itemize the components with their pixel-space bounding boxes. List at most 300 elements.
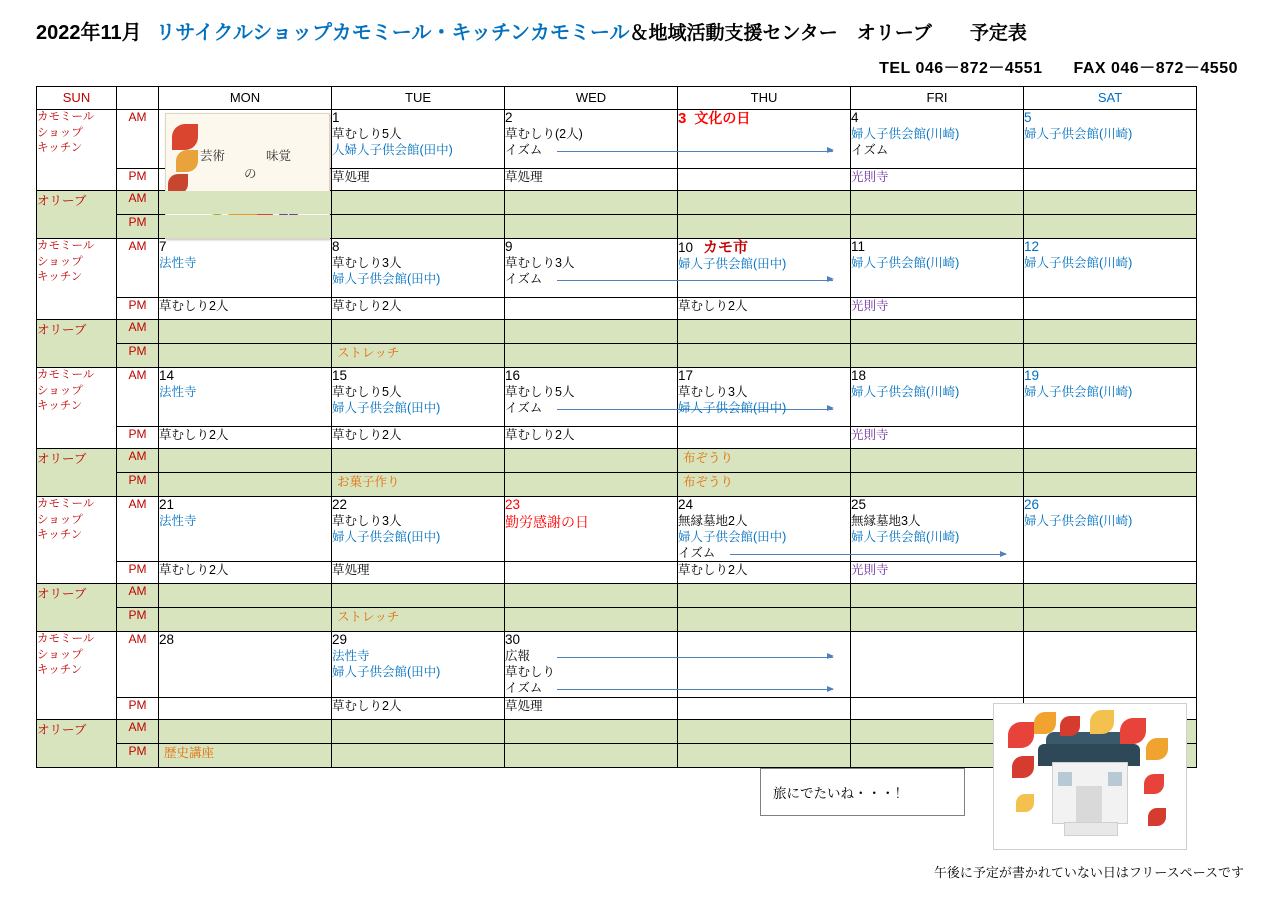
ampm-label-pm: PM <box>117 562 159 584</box>
event-text: 婦人子供会館(川崎) <box>1024 384 1133 399</box>
day-cell[interactable] <box>851 239 1024 298</box>
ampm-label-am: AM <box>117 320 159 344</box>
footer-note: 午後に予定が書かれていない日はフリースペースです <box>933 865 1244 880</box>
day-cell[interactable] <box>851 427 1024 449</box>
day-cell[interactable] <box>505 368 678 427</box>
row-label-line2: ショップ <box>37 255 83 268</box>
day-cell[interactable] <box>332 697 505 719</box>
event-text: 婦人子供会館(田中) <box>332 665 441 680</box>
event-text: イズム <box>851 142 889 157</box>
ampm-label-am: AM <box>117 584 159 608</box>
maple-leaf-icon <box>1034 712 1056 734</box>
maple-leaf-icon <box>172 124 198 150</box>
column-header-wed: WED <box>505 87 678 110</box>
event-label: カモ市 <box>703 239 749 256</box>
day-cell[interactable] <box>1024 368 1197 427</box>
olive-cell[interactable] <box>332 215 505 239</box>
event-text: 法性寺 <box>332 648 370 663</box>
title-shop-name: リサイクルショップカモミール・キッチンカモミール <box>155 22 630 44</box>
olive-cell[interactable] <box>851 449 1024 473</box>
week-row-olive-pm <box>37 344 1197 368</box>
ampm-label-am: AM <box>117 191 159 215</box>
day-number: 8 <box>332 239 340 254</box>
event-text: 光則寺 <box>851 299 889 313</box>
house-window-left <box>1058 772 1072 786</box>
day-cell[interactable] <box>159 497 332 562</box>
day-cell[interactable] <box>332 239 505 298</box>
tel-number: TEL 046－872－4551 <box>879 60 1043 77</box>
day-number: 18 <box>851 368 867 383</box>
column-header-mon: MON <box>159 87 332 110</box>
row-label-line3: キッチン <box>37 271 83 284</box>
event-text: 草処理 <box>505 170 543 184</box>
day-number: 22 <box>332 497 348 512</box>
olive-cell[interactable] <box>678 608 851 632</box>
day-number: 19 <box>1024 368 1040 383</box>
day-cell[interactable] <box>505 110 678 169</box>
day-cell[interactable] <box>851 110 1024 169</box>
day-number: 14 <box>159 368 175 383</box>
day-cell[interactable] <box>851 368 1024 427</box>
event-text: 草むしり2人 <box>159 428 229 442</box>
event-text: 婦人子供会館(田中) <box>678 257 787 272</box>
olive-cell-unavailable[interactable] <box>505 344 678 368</box>
maple-leaf-icon <box>1008 722 1034 748</box>
olive-cell[interactable] <box>159 584 332 608</box>
fax-number: FAX 046－872－4550 <box>1073 60 1238 77</box>
day-number: 25 <box>851 497 867 512</box>
column-header-tue: TUE <box>332 87 505 110</box>
week-row-olive-pm <box>37 608 1197 632</box>
event-text: お菓子作り <box>337 475 400 489</box>
event-text: 婦人子供会館(田中) <box>332 529 441 544</box>
row-label-kamomile <box>37 368 117 449</box>
olive-cell[interactable] <box>159 608 332 632</box>
day-cell[interactable] <box>332 427 505 449</box>
event-text: 光則寺 <box>851 428 889 442</box>
event-text: ストレッチ <box>337 610 400 625</box>
column-header-ampm <box>117 87 159 110</box>
event-text: イズム <box>505 680 677 696</box>
olive-cell[interactable] <box>851 320 1024 344</box>
event-text: 草むしり3人 <box>332 255 402 270</box>
olive-cell[interactable] <box>332 584 505 608</box>
olive-cell-unavailable[interactable] <box>1024 215 1197 239</box>
day-number: 7 <box>159 239 167 254</box>
week-row-am <box>37 368 1197 427</box>
column-header-fri: FRI <box>851 87 1024 110</box>
event-text: 草処理 <box>332 170 370 184</box>
day-cell[interactable] <box>505 239 678 298</box>
day-number: 9 <box>505 239 513 254</box>
maple-leaf-icon <box>1146 738 1168 760</box>
ampm-label-pm: PM <box>117 473 159 497</box>
day-cell[interactable] <box>678 169 851 191</box>
olive-cell[interactable] <box>678 473 851 497</box>
event-text: 草むしり <box>505 665 556 680</box>
row-label-line1: カモミール <box>37 240 95 252</box>
title-year-month: 2022年11月 <box>36 22 142 44</box>
page-title <box>36 16 1244 45</box>
row-label-line3: キッチン <box>37 529 83 542</box>
event-text: 草むしり2人 <box>332 299 402 313</box>
olive-cell[interactable] <box>332 344 505 368</box>
day-cell[interactable] <box>1024 497 1197 562</box>
row-label-line1: カモミール <box>37 369 95 381</box>
day-cell[interactable] <box>332 562 505 584</box>
maple-leaf-icon <box>1120 718 1146 744</box>
day-number: 2 <box>505 110 513 125</box>
day-cell[interactable] <box>851 298 1024 320</box>
olive-cell[interactable] <box>678 719 851 743</box>
event-text: 草むしり2人 <box>332 698 402 713</box>
event-text: 歴史講座 <box>164 745 215 760</box>
week-row-am <box>37 239 1197 298</box>
event-text: 草むしり2人 <box>678 299 748 313</box>
event-text: 草むしり2人 <box>159 299 229 313</box>
event-text: 婦人子供会館(田中) <box>332 271 441 286</box>
event-text: 婦人子供会館(田中) <box>332 400 441 415</box>
autumn-word-3: の <box>244 167 257 181</box>
olive-cell[interactable] <box>678 743 851 767</box>
event-text: 無縁墓地3人 <box>851 513 921 528</box>
day-number: 15 <box>332 368 348 383</box>
event-text: 人婦人子供会館(田中) <box>332 142 453 157</box>
event-text: 布ぞうり <box>683 475 734 489</box>
olive-cell[interactable] <box>159 191 332 215</box>
ampm-label-pm: PM <box>117 608 159 632</box>
row-label-line2: ショップ <box>37 384 83 397</box>
table-header-row <box>37 87 1197 110</box>
ampm-label-pm: PM <box>117 215 159 239</box>
ampm-label-pm: PM <box>117 169 159 191</box>
olive-cell[interactable] <box>851 344 1024 368</box>
olive-cell-unavailable[interactable] <box>1024 320 1197 344</box>
day-cell[interactable] <box>851 497 1024 562</box>
olive-cell[interactable] <box>332 449 505 473</box>
event-text: 婦人子供会館(川崎) <box>851 384 960 399</box>
day-cell[interactable] <box>678 298 851 320</box>
olive-cell-unavailable[interactable] <box>505 320 678 344</box>
day-cell[interactable] <box>1024 169 1197 191</box>
house-illustration <box>993 703 1187 850</box>
event-text: 婦人子供会館(川崎) <box>1024 126 1133 141</box>
week-row-olive-am <box>37 191 1197 215</box>
row-label-kamomile <box>37 497 117 584</box>
row-label-kamomile <box>37 110 117 191</box>
olive-cell-unavailable[interactable] <box>1024 449 1197 473</box>
day-cell[interactable] <box>678 110 851 169</box>
event-text: 草むしり3人 <box>332 513 402 528</box>
olive-cell[interactable] <box>678 449 851 473</box>
olive-cell-unavailable[interactable] <box>505 215 678 239</box>
event-text: 婦人子供会館(川崎) <box>851 255 960 270</box>
olive-cell[interactable] <box>159 215 332 239</box>
day-cell[interactable] <box>678 697 851 719</box>
row-label-olive: オリーブ <box>37 719 117 767</box>
row-label-line3: キッチン <box>37 142 83 155</box>
event-text: 草むしり(2人) <box>505 126 583 141</box>
ampm-label-am: AM <box>117 368 159 427</box>
olive-cell[interactable] <box>851 584 1024 608</box>
day-cell[interactable] <box>505 697 678 719</box>
row-label-olive: オリーブ <box>37 320 117 368</box>
day-cell[interactable] <box>678 497 851 562</box>
olive-cell-unavailable[interactable] <box>1024 608 1197 632</box>
olive-cell-unavailable[interactable] <box>1024 473 1197 497</box>
olive-cell-unavailable[interactable] <box>1024 584 1197 608</box>
olive-cell-unavailable[interactable] <box>505 473 678 497</box>
ampm-label-pm: PM <box>117 344 159 368</box>
ampm-label-am: AM <box>117 239 159 298</box>
day-cell[interactable] <box>1024 239 1197 298</box>
day-cell[interactable] <box>678 562 851 584</box>
olive-cell[interactable] <box>851 608 1024 632</box>
olive-cell[interactable] <box>159 449 332 473</box>
olive-cell[interactable] <box>332 719 505 743</box>
row-label-olive: オリーブ <box>37 191 117 239</box>
olive-cell[interactable] <box>678 344 851 368</box>
olive-cell[interactable] <box>332 320 505 344</box>
day-number: 30 <box>505 632 521 648</box>
event-text: 草むしり3人 <box>505 255 575 270</box>
olive-cell-unavailable[interactable] <box>505 449 678 473</box>
day-cell[interactable] <box>159 562 332 584</box>
maple-leaf-icon <box>1148 808 1166 826</box>
week-row-pm <box>37 298 1197 320</box>
day-cell[interactable] <box>1024 298 1197 320</box>
maple-leaf-icon <box>1060 716 1080 736</box>
olive-cell[interactable] <box>159 743 332 767</box>
day-number: 12 <box>1024 239 1040 254</box>
maple-leaf-icon <box>1012 756 1034 778</box>
olive-cell[interactable] <box>332 473 505 497</box>
row-label-olive: オリーブ <box>37 449 117 497</box>
week-row-pm <box>37 427 1197 449</box>
olive-cell[interactable] <box>851 191 1024 215</box>
ampm-label-am: AM <box>117 497 159 562</box>
day-cell[interactable] <box>332 298 505 320</box>
maple-leaf-icon <box>1144 774 1164 794</box>
olive-cell[interactable] <box>332 743 505 767</box>
speech-bubble: 旅にでたいね・・・！ <box>760 768 965 816</box>
row-label-line3: キッチン <box>37 664 83 677</box>
row-label-line2: ショップ <box>37 513 83 526</box>
event-text: 草処理 <box>505 698 543 713</box>
week-row-am <box>37 632 1197 697</box>
ampm-label-pm: PM <box>117 743 159 767</box>
week-row-pm <box>37 169 1197 191</box>
day-cell[interactable] <box>505 497 678 562</box>
event-text: 布ぞうり <box>683 451 734 465</box>
olive-cell[interactable] <box>678 215 851 239</box>
ampm-label-am: AM <box>117 449 159 473</box>
event-text: 婦人子供会館(川崎) <box>1024 513 1133 528</box>
ampm-label-pm: PM <box>117 697 159 719</box>
row-label-line1: カモミール <box>37 498 95 510</box>
house-steps <box>1064 822 1118 836</box>
day-number: 23 <box>505 497 521 512</box>
day-number: 24 <box>678 497 694 512</box>
house-door <box>1076 786 1102 822</box>
day-number: 11 <box>851 239 866 254</box>
event-text: 婦人子供会館(川崎) <box>1024 255 1133 270</box>
olive-cell-unavailable[interactable] <box>505 191 678 215</box>
olive-cell[interactable] <box>159 473 332 497</box>
day-cell[interactable] <box>505 427 678 449</box>
event-text: 草むしり2人 <box>505 428 575 442</box>
day-cell[interactable] <box>1024 110 1197 169</box>
day-cell[interactable] <box>332 632 505 697</box>
day-cell[interactable] <box>332 169 505 191</box>
day-number: 28 <box>159 632 175 648</box>
event-text: 婦人子供会館(田中) <box>678 529 787 544</box>
day-cell[interactable] <box>851 169 1024 191</box>
day-cell-house-art[interactable] <box>1024 632 1197 697</box>
olive-cell-unavailable[interactable] <box>1024 344 1197 368</box>
olive-cell[interactable] <box>678 191 851 215</box>
olive-cell[interactable] <box>851 473 1024 497</box>
event-text: 法性寺 <box>159 513 197 528</box>
column-header-thu: THU <box>678 87 851 110</box>
schedule-table <box>36 86 1197 768</box>
day-cell[interactable] <box>159 427 332 449</box>
event-text: 草むしり3人 <box>678 384 748 399</box>
ampm-label-pm: PM <box>117 298 159 320</box>
day-number: 29 <box>332 632 348 648</box>
week-row-am <box>37 497 1197 562</box>
day-cell[interactable] <box>159 239 332 298</box>
day-number: 4 <box>851 110 859 125</box>
day-cell[interactable] <box>159 697 332 719</box>
day-cell[interactable] <box>159 298 332 320</box>
olive-cell-unavailable[interactable] <box>1024 191 1197 215</box>
day-cell[interactable] <box>159 368 332 427</box>
day-cell[interactable] <box>678 427 851 449</box>
olive-cell-unavailable[interactable] <box>505 608 678 632</box>
column-header-sun: SUN <box>37 87 117 110</box>
column-header-sat: SAT <box>1024 87 1197 110</box>
row-label-kamomile <box>37 239 117 320</box>
day-number: 26 <box>1024 497 1040 512</box>
autumn-word-1: 芸術 <box>200 149 226 163</box>
day-cell[interactable] <box>505 298 678 320</box>
day-cell[interactable] <box>678 368 851 427</box>
day-number: 3 文化の日 <box>678 110 751 127</box>
olive-cell[interactable] <box>678 584 851 608</box>
event-text: イズム <box>505 400 677 416</box>
event-text: 婦人子供会館(田中) <box>678 400 787 415</box>
day-number: 21 <box>159 497 175 512</box>
event-text: 草むしり5人 <box>505 384 575 399</box>
row-label-line2: ショップ <box>37 126 83 139</box>
day-number: 1 <box>332 110 340 125</box>
ampm-label-am: AM <box>117 110 159 169</box>
olive-cell[interactable] <box>851 215 1024 239</box>
day-cell[interactable] <box>159 632 332 697</box>
day-number: 17 <box>678 368 694 383</box>
day-cell[interactable] <box>505 169 678 191</box>
day-number: 10 カモ市 <box>678 239 749 256</box>
olive-cell[interactable] <box>678 320 851 344</box>
event-text: イズム <box>505 271 677 287</box>
week-row-olive-pm <box>37 473 1197 497</box>
event-text: 法性寺 <box>159 255 197 270</box>
row-label-olive: オリーブ <box>37 584 117 632</box>
event-text: 無縁墓地2人 <box>678 513 748 528</box>
event-text: 広報 <box>505 648 677 664</box>
week-row-am <box>37 110 1197 169</box>
event-text: 光則寺 <box>851 563 889 578</box>
day-cell[interactable] <box>159 110 332 181</box>
event-text: イズム <box>678 545 850 561</box>
day-cell[interactable] <box>1024 562 1197 584</box>
row-label-line1: カモミール <box>37 633 95 646</box>
holiday-label: 文化の日 <box>694 110 751 126</box>
day-cell[interactable] <box>678 632 851 697</box>
event-text: ストレッチ <box>337 346 400 360</box>
olive-cell[interactable] <box>332 608 505 632</box>
row-label-line2: ショップ <box>37 648 83 661</box>
title-center-name: ＆地域活動支援センター オリーブ 予定表 <box>629 23 1027 44</box>
day-cell[interactable] <box>332 110 505 169</box>
event-text: イズム <box>505 142 677 158</box>
olive-cell-unavailable[interactable] <box>505 743 678 767</box>
ampm-label-pm: PM <box>117 427 159 449</box>
day-cell[interactable] <box>332 368 505 427</box>
event-text: 法性寺 <box>159 384 197 399</box>
day-cell[interactable] <box>851 562 1024 584</box>
day-cell[interactable] <box>505 632 678 697</box>
day-number: 16 <box>505 368 521 383</box>
row-label-line3: キッチン <box>37 400 83 413</box>
event-text: 草むしり2人 <box>678 563 748 578</box>
row-label-kamomile <box>37 632 117 719</box>
day-number: 5 <box>1024 110 1032 125</box>
maple-leaf-icon <box>1016 794 1034 812</box>
olive-cell-unavailable[interactable] <box>505 584 678 608</box>
event-text: 草むしり5人 <box>332 384 402 399</box>
week-row-olive-am <box>37 449 1197 473</box>
day-cell[interactable] <box>1024 427 1197 449</box>
event-text: 草むしり2人 <box>159 563 229 578</box>
day-cell[interactable] <box>505 562 678 584</box>
day-cell[interactable] <box>332 497 505 562</box>
event-text: 草むしり2人 <box>332 428 402 442</box>
week-row-pm <box>37 562 1197 584</box>
house-window-right <box>1108 772 1122 786</box>
event-text: 草むしり5人 <box>332 126 402 141</box>
olive-cell-unavailable[interactable] <box>505 719 678 743</box>
holiday-label: 勤労感謝の日 <box>505 513 589 530</box>
event-text: 婦人子供会館(川崎) <box>851 126 960 141</box>
day-cell[interactable] <box>851 632 1024 697</box>
day-cell[interactable] <box>678 239 851 298</box>
olive-cell[interactable] <box>332 191 505 215</box>
event-text: 草処理 <box>332 563 370 578</box>
week-row-olive-am <box>37 584 1197 608</box>
olive-cell[interactable] <box>159 719 332 743</box>
olive-cell[interactable] <box>159 320 332 344</box>
day-cell[interactable] <box>159 169 332 191</box>
contact-info <box>36 55 1244 78</box>
olive-cell[interactable] <box>159 344 332 368</box>
autumn-word-2: 味覚 <box>266 149 292 163</box>
event-text: 光則寺 <box>851 170 889 184</box>
week-row-olive-pm <box>37 215 1197 239</box>
row-label-line1: カモミール <box>37 111 95 123</box>
event-text: 婦人子供会館(川崎) <box>851 529 960 544</box>
